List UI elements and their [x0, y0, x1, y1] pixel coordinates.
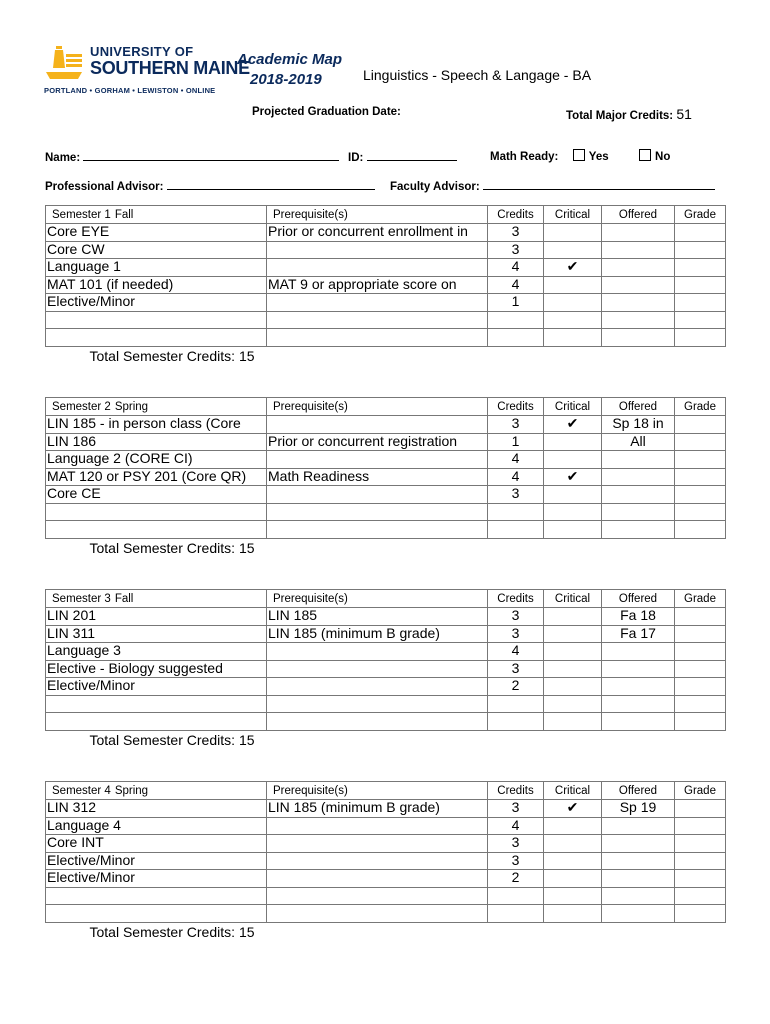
total-row — [46, 346, 726, 365]
course-cell — [46, 887, 267, 905]
table-row — [46, 294, 726, 312]
lighthouse-logo-icon — [44, 46, 84, 82]
prereq-cell — [267, 503, 488, 521]
semester-header-row — [46, 590, 726, 608]
critical-cell — [544, 713, 602, 731]
doc-title: Academic Map — [237, 51, 343, 68]
table-row — [46, 678, 726, 696]
offered-cell — [602, 852, 675, 870]
critical-cell — [544, 329, 602, 347]
semester-table — [45, 205, 726, 365]
course-cell: Language 1 — [46, 259, 267, 277]
offered-cell — [602, 695, 675, 713]
grade-cell[interactable] — [675, 713, 726, 731]
course-cell: Language 2 (CORE CI) — [46, 451, 267, 469]
offered-header: Offered — [602, 590, 675, 608]
critical-cell — [544, 870, 602, 888]
grade-cell[interactable] — [675, 660, 726, 678]
critical-cell — [544, 660, 602, 678]
critical-cell — [544, 311, 602, 329]
offered-cell — [602, 224, 675, 242]
offered-cell — [602, 887, 675, 905]
course-cell: MAT 120 or PSY 201 (Core QR) — [46, 468, 267, 486]
credits-cell: 3 — [488, 224, 544, 242]
table-row — [46, 870, 726, 888]
semester-label: Semester 3 — [52, 593, 111, 605]
course-cell: LIN 201 — [46, 608, 267, 626]
table-row — [46, 660, 726, 678]
prereq-cell — [267, 643, 488, 661]
credits-cell: 2 — [488, 678, 544, 696]
course-cell: Core CE — [46, 486, 267, 504]
grade-cell[interactable] — [675, 503, 726, 521]
grade-header: Grade — [675, 398, 726, 416]
critical-cell — [544, 276, 602, 294]
course-cell: Language 3 — [46, 643, 267, 661]
course-cell: LIN 186 — [46, 433, 267, 451]
offered-cell — [602, 329, 675, 347]
total-cell — [46, 346, 488, 365]
grade-cell[interactable] — [675, 905, 726, 923]
course-cell — [46, 695, 267, 713]
critical-cell — [544, 608, 602, 626]
offered-cell — [602, 486, 675, 504]
credits-cell: 3 — [488, 800, 544, 818]
critical-header: Critical — [544, 782, 602, 800]
credits-cell — [488, 503, 544, 521]
credits-cell — [488, 311, 544, 329]
semester-label-cell — [46, 782, 267, 800]
table-row — [46, 835, 726, 853]
prereq-cell — [267, 486, 488, 504]
prereq-cell — [267, 852, 488, 870]
credits-header: Credits — [488, 590, 544, 608]
credits-cell: 4 — [488, 643, 544, 661]
credits-cell: 4 — [488, 259, 544, 277]
offered-cell: Fa 18 — [602, 608, 675, 626]
credits-cell: 4 — [488, 451, 544, 469]
course-cell — [46, 329, 267, 347]
table-row — [46, 625, 726, 643]
total-row — [46, 730, 726, 749]
offered-cell: All — [602, 433, 675, 451]
offered-header: Offered — [602, 206, 675, 224]
grade-cell[interactable] — [675, 241, 726, 259]
grade-cell[interactable] — [675, 486, 726, 504]
offered-cell — [602, 276, 675, 294]
table-row — [46, 468, 726, 486]
course-cell: LIN 185 - in person class (Core — [46, 416, 267, 434]
name-field[interactable] — [45, 149, 339, 164]
total-spacer — [488, 922, 726, 941]
course-cell — [46, 311, 267, 329]
course-cell — [46, 713, 267, 731]
offered-cell — [602, 451, 675, 469]
faculty-advisor-field[interactable] — [390, 178, 715, 193]
math-ready — [490, 149, 670, 163]
prereq-cell — [267, 678, 488, 696]
total-cell — [46, 538, 488, 557]
semester-label-cell — [46, 206, 267, 224]
empty-row — [46, 503, 726, 521]
prereq-cell: LIN 185 — [267, 608, 488, 626]
table-row — [46, 852, 726, 870]
semester-header-row — [46, 206, 726, 224]
course-cell — [46, 905, 267, 923]
id-field[interactable] — [348, 149, 457, 164]
grade-cell[interactable] — [675, 625, 726, 643]
offered-cell — [602, 905, 675, 923]
credits-cell — [488, 329, 544, 347]
credits-header: Credits — [488, 206, 544, 224]
program-name: Linguistics - Speech & Langage - BA — [363, 67, 592, 83]
credits-cell: 3 — [488, 416, 544, 434]
critical-cell — [544, 625, 602, 643]
credits-cell — [488, 713, 544, 731]
table-row — [46, 643, 726, 661]
professional-advisor-label: Professional Advisor: — [45, 181, 164, 193]
offered-cell — [602, 817, 675, 835]
semester-term: Spring — [114, 785, 149, 797]
total-major-credits — [566, 106, 692, 122]
faculty-advisor-line[interactable] — [483, 178, 715, 190]
prereq-cell — [267, 887, 488, 905]
prereq-cell — [267, 311, 488, 329]
offered-cell — [602, 241, 675, 259]
semester-term: Fall — [114, 593, 134, 605]
empty-row — [46, 521, 726, 539]
prereq-cell — [267, 713, 488, 731]
total-major-credits-value: 51 — [676, 106, 692, 122]
name-label: Name: — [45, 152, 81, 164]
grade-cell[interactable] — [675, 276, 726, 294]
critical-cell — [544, 643, 602, 661]
table-row — [46, 451, 726, 469]
credits-cell: 3 — [488, 625, 544, 643]
prereq-cell — [267, 660, 488, 678]
offered-header: Offered — [602, 398, 675, 416]
grade-cell[interactable] — [675, 451, 726, 469]
grade-header: Grade — [675, 206, 726, 224]
offered-cell — [602, 521, 675, 539]
grade-cell[interactable] — [675, 852, 726, 870]
semester-label: Semester 1 — [52, 209, 111, 221]
semester-label: Semester 2 — [52, 401, 111, 413]
semester-table — [45, 397, 726, 557]
total-spacer — [488, 730, 726, 749]
credits-cell: 3 — [488, 486, 544, 504]
course-cell: Elective/Minor — [46, 852, 267, 870]
semester-term: Fall — [114, 209, 134, 221]
credits-cell: 1 — [488, 433, 544, 451]
empty-row — [46, 311, 726, 329]
critical-cell: ✔ — [544, 259, 602, 277]
credits-cell: 4 — [488, 276, 544, 294]
total-semester-credits-label: Total Semester Credits: — [89, 731, 235, 748]
critical-cell — [544, 433, 602, 451]
course-cell: LIN 312 — [46, 800, 267, 818]
total-semester-credits-value: 15 — [239, 347, 255, 364]
semester-header-row — [46, 782, 726, 800]
course-cell: LIN 311 — [46, 625, 267, 643]
grade-cell[interactable] — [675, 608, 726, 626]
empty-row — [46, 329, 726, 347]
total-semester-credits-label: Total Semester Credits: — [89, 347, 235, 364]
prereq-cell — [267, 259, 488, 277]
total-spacer — [488, 346, 726, 365]
semester-label-cell — [46, 590, 267, 608]
table-row — [46, 259, 726, 277]
offered-cell — [602, 468, 675, 486]
prereq-cell — [267, 294, 488, 312]
name-line[interactable] — [83, 149, 339, 161]
grade-cell[interactable] — [675, 259, 726, 277]
usm-logo — [44, 44, 250, 98]
offered-header: Offered — [602, 782, 675, 800]
critical-cell: ✔ — [544, 468, 602, 486]
grade-cell[interactable] — [675, 817, 726, 835]
table-row — [46, 433, 726, 451]
offered-cell — [602, 294, 675, 312]
logo-campuses: PORTLAND • GORHAM • LEWISTON • ONLINE — [44, 86, 216, 95]
total-semester-credits-value: 15 — [239, 731, 255, 748]
critical-cell — [544, 852, 602, 870]
credits-header: Credits — [488, 782, 544, 800]
credits-cell: 2 — [488, 870, 544, 888]
semester-label-cell — [46, 398, 267, 416]
logo-line-2: SOUTHERN MAINE — [90, 58, 250, 78]
course-cell: MAT 101 (if needed) — [46, 276, 267, 294]
grade-cell[interactable] — [675, 870, 726, 888]
grade-cell[interactable] — [675, 678, 726, 696]
prereq-cell — [267, 521, 488, 539]
table-row — [46, 276, 726, 294]
credits-cell — [488, 695, 544, 713]
total-cell — [46, 922, 488, 941]
offered-cell — [602, 643, 675, 661]
course-cell: Core CW — [46, 241, 267, 259]
critical-cell — [544, 486, 602, 504]
critical-cell — [544, 241, 602, 259]
grade-cell[interactable] — [675, 835, 726, 853]
critical-cell — [544, 678, 602, 696]
credits-cell — [488, 521, 544, 539]
grade-cell[interactable] — [675, 521, 726, 539]
table-row — [46, 608, 726, 626]
prereq-cell: LIN 185 (minimum B grade) — [267, 800, 488, 818]
critical-cell — [544, 503, 602, 521]
grade-cell[interactable] — [675, 329, 726, 347]
critical-cell — [544, 294, 602, 312]
grade-cell[interactable] — [675, 433, 726, 451]
credits-cell — [488, 887, 544, 905]
offered-cell — [602, 713, 675, 731]
offered-cell — [602, 835, 675, 853]
doc-year: 2018-2019 — [250, 71, 322, 88]
semester-header-row — [46, 398, 726, 416]
offered-cell: Fa 17 — [602, 625, 675, 643]
professional-advisor-line[interactable] — [167, 178, 375, 190]
id-label: ID: — [348, 152, 364, 164]
total-cell — [46, 730, 488, 749]
course-cell: Elective/Minor — [46, 294, 267, 312]
critical-header: Critical — [544, 206, 602, 224]
prereq-cell — [267, 835, 488, 853]
semester-table — [45, 589, 726, 749]
grade-cell[interactable] — [675, 887, 726, 905]
critical-header: Critical — [544, 398, 602, 416]
empty-row — [46, 695, 726, 713]
critical-cell — [544, 521, 602, 539]
professional-advisor-field[interactable] — [45, 178, 375, 193]
credits-cell: 3 — [488, 660, 544, 678]
prereq-cell — [267, 329, 488, 347]
grade-cell[interactable] — [675, 224, 726, 242]
offered-cell — [602, 870, 675, 888]
faculty-advisor-label: Faculty Advisor: — [390, 181, 480, 193]
credits-header: Credits — [488, 398, 544, 416]
offered-cell — [602, 660, 675, 678]
credits-cell: 3 — [488, 835, 544, 853]
total-semester-credits-label: Total Semester Credits: — [89, 539, 235, 556]
critical-cell: ✔ — [544, 416, 602, 434]
total-spacer — [488, 538, 726, 557]
yes-label: Yes — [588, 151, 609, 163]
empty-row — [46, 713, 726, 731]
prereq-cell — [267, 695, 488, 713]
logo-line-1: UNIVERSITY OF — [90, 44, 194, 59]
grade-cell[interactable] — [675, 311, 726, 329]
prereq-cell — [267, 870, 488, 888]
total-semester-credits-value: 15 — [239, 539, 255, 556]
total-row — [46, 922, 726, 941]
critical-cell — [544, 451, 602, 469]
grade-header: Grade — [675, 590, 726, 608]
prereq-cell — [267, 451, 488, 469]
credits-cell: 3 — [488, 608, 544, 626]
prereq-cell: Prior or concurrent registration — [267, 433, 488, 451]
table-row — [46, 817, 726, 835]
offered-cell — [602, 678, 675, 696]
credits-cell: 3 — [488, 852, 544, 870]
prereq-cell — [267, 817, 488, 835]
offered-cell: Sp 18 in — [602, 416, 675, 434]
total-semester-credits-value: 15 — [239, 923, 255, 940]
total-row — [46, 538, 726, 557]
total-major-credits-label: Total Major Credits: — [566, 110, 674, 122]
grade-cell[interactable] — [675, 695, 726, 713]
grade-cell[interactable] — [675, 294, 726, 312]
prereq-cell — [267, 241, 488, 259]
grade-header: Grade — [675, 782, 726, 800]
empty-row — [46, 887, 726, 905]
critical-cell — [544, 905, 602, 923]
offered-cell — [602, 503, 675, 521]
prereq-header: Prerequisite(s) — [267, 398, 488, 416]
prereq-cell — [267, 416, 488, 434]
credits-cell — [488, 905, 544, 923]
math-ready-no-checkbox[interactable] — [639, 149, 651, 161]
grade-cell[interactable] — [675, 468, 726, 486]
table-row — [46, 241, 726, 259]
credits-cell: 4 — [488, 817, 544, 835]
course-cell: Elective - Biology suggested — [46, 660, 267, 678]
grade-cell[interactable] — [675, 643, 726, 661]
credits-cell: 3 — [488, 241, 544, 259]
course-cell: Language 4 — [46, 817, 267, 835]
prereq-cell: LIN 185 (minimum B grade) — [267, 625, 488, 643]
total-semester-credits-label: Total Semester Credits: — [89, 923, 235, 940]
credits-cell: 1 — [488, 294, 544, 312]
prereq-cell — [267, 905, 488, 923]
credits-cell: 4 — [488, 468, 544, 486]
critical-cell — [544, 695, 602, 713]
critical-cell: ✔ — [544, 800, 602, 818]
prereq-header: Prerequisite(s) — [267, 206, 488, 224]
prereq-cell: Math Readiness — [267, 468, 488, 486]
table-row — [46, 224, 726, 242]
prereq-header: Prerequisite(s) — [267, 590, 488, 608]
course-cell: Elective/Minor — [46, 678, 267, 696]
grade-cell[interactable] — [675, 800, 726, 818]
critical-cell — [544, 835, 602, 853]
course-cell — [46, 521, 267, 539]
offered-cell — [602, 259, 675, 277]
offered-cell: Sp 19 — [602, 800, 675, 818]
table-row — [46, 486, 726, 504]
course-cell: Core EYE — [46, 224, 267, 242]
offered-cell — [602, 311, 675, 329]
course-cell — [46, 503, 267, 521]
course-cell: Core INT — [46, 835, 267, 853]
prereq-header: Prerequisite(s) — [267, 782, 488, 800]
semester-term: Spring — [114, 401, 149, 413]
prereq-cell: Prior or concurrent enrollment in — [267, 224, 488, 242]
graduation-date-label: Projected Graduation Date: — [252, 106, 401, 118]
grade-cell[interactable] — [675, 416, 726, 434]
semester-label: Semester 4 — [52, 785, 111, 797]
math-ready-yes-checkbox[interactable] — [573, 149, 585, 161]
critical-cell — [544, 224, 602, 242]
id-line[interactable] — [367, 149, 457, 161]
table-row — [46, 416, 726, 434]
semester-table — [45, 781, 726, 941]
critical-cell — [544, 887, 602, 905]
course-cell: Elective/Minor — [46, 870, 267, 888]
table-row — [46, 800, 726, 818]
math-ready-label: Math Ready: — [490, 151, 559, 163]
critical-cell — [544, 817, 602, 835]
prereq-cell: MAT 9 or appropriate score on — [267, 276, 488, 294]
no-label: No — [655, 151, 671, 163]
critical-header: Critical — [544, 590, 602, 608]
empty-row — [46, 905, 726, 923]
